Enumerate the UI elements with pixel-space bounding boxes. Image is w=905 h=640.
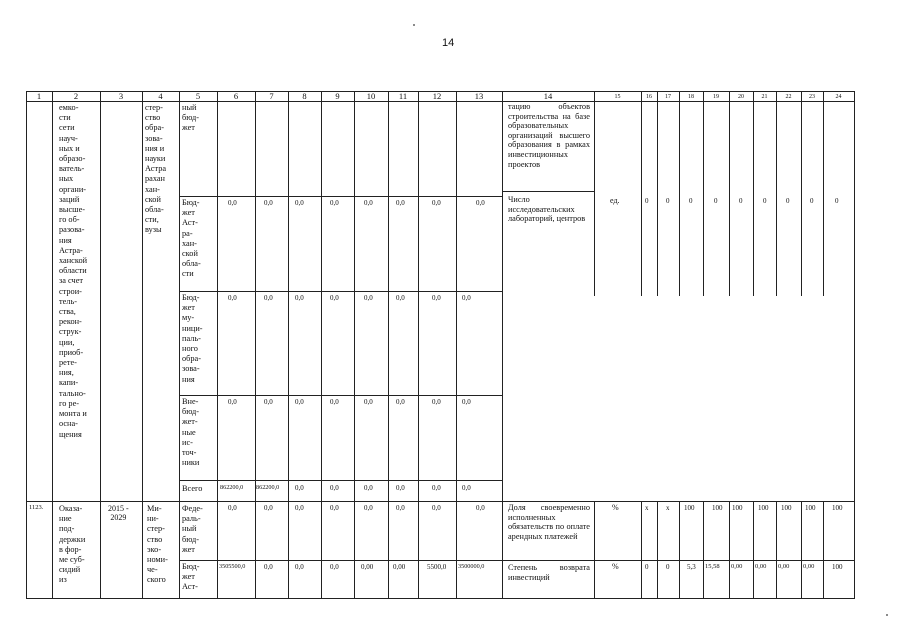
indicator-unit: %	[612, 503, 619, 512]
col-header-2: 2	[73, 91, 79, 101]
funding-value: 0,0	[330, 563, 339, 571]
indicator-value: 0	[786, 197, 790, 205]
funding-source-label: Бюд- жет му- ници- паль- ного обра- зова- ния	[182, 293, 203, 384]
funding-value: 0,0	[228, 199, 237, 207]
funding-value: 0,0	[264, 294, 273, 302]
funding-value: 0,0	[295, 504, 304, 512]
col-header-13: 13	[474, 91, 484, 101]
indicator-value: 100	[832, 563, 843, 571]
indicator-value: 0	[835, 197, 839, 205]
funding-value: 0,0	[396, 199, 405, 207]
funding-value: 0,0	[330, 199, 339, 207]
indicator-name: Число исследовательских лабораторий, центров	[508, 195, 586, 224]
indicator-value: 15,58	[705, 563, 720, 570]
col-header-15: 15	[614, 94, 621, 100]
indicator-value: x	[666, 504, 670, 512]
col-header-21: 21	[761, 94, 768, 100]
funding-total: 0,0	[364, 484, 373, 492]
item-description: Оказа- ние под- держки в фор- ме суб- сидий из	[59, 504, 86, 585]
funding-source-label: ный бюд- жет	[182, 103, 199, 133]
funding-value: 0,0	[264, 199, 273, 207]
funding-total: 0,0	[330, 484, 339, 492]
indicator-name: тацию объектов строительства на базе образовательных организаций высшего образования в рамках инвестиционных проектов	[508, 102, 590, 169]
page-number: 14	[442, 37, 455, 49]
indicator-value: 100	[758, 504, 769, 512]
funding-value: 0,0	[396, 504, 405, 512]
funding-value: 0,0	[396, 294, 405, 302]
funding-value: 0,0	[364, 398, 373, 406]
indicator-value: 100	[832, 504, 843, 512]
funding-value: 0,0	[295, 199, 304, 207]
col-header-11: 11	[398, 91, 408, 101]
col-header-9: 9	[335, 91, 340, 101]
funding-value: 0,0	[364, 294, 373, 302]
col-header-10: 10	[366, 91, 376, 101]
indicator-value: 100	[684, 504, 695, 512]
funding-value: 0,0	[396, 398, 405, 406]
funding-value: 0,0	[228, 504, 237, 512]
indicator-value: 100	[712, 504, 723, 512]
item-period: 2015 - 2029	[108, 504, 129, 522]
col-header-18: 18	[688, 94, 694, 100]
indicator-value: 0	[645, 197, 649, 205]
item-description: емко- сти сети науч- ных и образо- ватель- ных органи- заций высше- го об- разова- ния Астра- ханской области за счет строи- тель- ства, рекон- струк- ции, приоб- рете- ния, капи- тально- го ре- монта и осна- щения	[59, 103, 88, 439]
item-executor: стер- ство обра- зова- ния и науки Астра рахан хан- ской обла- сти, вузы	[145, 103, 167, 235]
col-header-24: 24	[835, 94, 842, 100]
col-header-17: 17	[665, 94, 671, 100]
funding-value: 0,0	[330, 504, 339, 512]
col-header-7: 7	[269, 91, 274, 101]
item-executor: Ми- ни- стер- ство эко- номи- че- ского	[147, 504, 168, 585]
indicator-value: 100	[781, 504, 792, 512]
funding-value: 0,0	[476, 199, 485, 207]
funding-source-label: Вне- бюд- жет- ные ис- точ- ники	[182, 397, 200, 468]
indicator-value: 0	[739, 197, 743, 205]
funding-value: 3505500,0	[219, 563, 246, 570]
indicator-name: Степень возврата инвестиций	[508, 563, 590, 582]
indicator-value: 0	[810, 197, 814, 205]
indicator-value: 100	[805, 504, 816, 512]
funding-source-label: Бюд- жет Аст-	[182, 562, 200, 592]
funding-value: 0,0	[228, 294, 237, 302]
funding-value: 0,0	[264, 504, 273, 512]
indicator-value: 0,00	[755, 563, 767, 570]
indicator-value: 0	[645, 563, 649, 571]
indicator-value: 0,00	[803, 563, 815, 570]
program-table	[26, 91, 855, 599]
funding-value: 0,00	[393, 563, 406, 571]
col-header-8: 8	[302, 91, 307, 101]
indicator-value: 0	[763, 197, 767, 205]
funding-value: 0,0	[264, 398, 273, 406]
funding-value: 0,0	[264, 563, 273, 571]
funding-value: 0,0	[295, 563, 304, 571]
indicator-value: 0	[714, 197, 718, 205]
funding-source-label: Всего	[182, 484, 203, 493]
funding-value: 0,0	[462, 398, 471, 406]
col-header-16: 16	[646, 94, 652, 100]
indicator-value: 0	[689, 197, 693, 205]
funding-total: 0,0	[432, 484, 441, 492]
col-header-23: 23	[809, 94, 815, 100]
funding-value: 0,0	[295, 294, 304, 302]
scan-speck	[413, 24, 415, 26]
funding-value: 0,0	[364, 504, 373, 512]
funding-value: 0,0	[462, 294, 471, 302]
funding-value: 5500,0	[427, 563, 447, 571]
indicator-unit: ед.	[610, 196, 620, 205]
indicator-value: 0	[666, 563, 670, 571]
indicator-name: Доля своевременно исполненных обязательств по оплате арендных платежей	[508, 503, 590, 541]
col-header-20: 20	[738, 94, 744, 100]
indicator-value: x	[645, 504, 649, 512]
funding-value: 0,0	[295, 398, 304, 406]
funding-value: 0,0	[364, 199, 373, 207]
col-header-1: 1	[36, 91, 42, 101]
funding-total: 862200,0	[256, 484, 280, 491]
indicator-value: 5,3	[687, 563, 696, 571]
funding-total: 0,0	[462, 484, 471, 492]
indicator-value: 0,00	[731, 563, 743, 570]
funding-value: 0,0	[330, 398, 339, 406]
funding-total: 0,0	[295, 484, 304, 492]
funding-value: 3500000,0	[458, 563, 485, 570]
funding-value: 0,0	[330, 294, 339, 302]
col-header-5: 5	[195, 91, 201, 101]
indicator-value: 0	[666, 197, 670, 205]
funding-value: 0,0	[432, 504, 441, 512]
item-number: 1123.	[29, 504, 44, 511]
funding-value: 0,0	[476, 504, 485, 512]
col-header-22: 22	[785, 94, 792, 100]
indicator-unit: %	[612, 562, 619, 571]
col-header-3: 3	[118, 91, 124, 101]
col-header-6: 6	[233, 91, 239, 101]
funding-total: 862200,0	[220, 484, 244, 491]
funding-source-label: Бюд- жет Аст- ра- хан- ской обла- сти	[182, 198, 201, 279]
scan-speck	[886, 614, 888, 616]
col-header-19: 19	[713, 94, 719, 100]
funding-value: 0,00	[361, 563, 374, 571]
funding-total: 0,0	[396, 484, 405, 492]
funding-value: 0,0	[432, 199, 441, 207]
col-header-12: 12	[432, 91, 442, 101]
funding-value: 0,0	[432, 294, 441, 302]
col-header-14: 14	[543, 91, 553, 101]
funding-value: 0,0	[432, 398, 441, 406]
funding-source-label: Феде- раль- ный бюд- жет	[182, 504, 203, 554]
indicator-value: 100	[732, 504, 743, 512]
indicator-value: 0,00	[778, 563, 790, 570]
col-header-4: 4	[158, 91, 163, 101]
funding-value: 0,0	[228, 398, 237, 406]
